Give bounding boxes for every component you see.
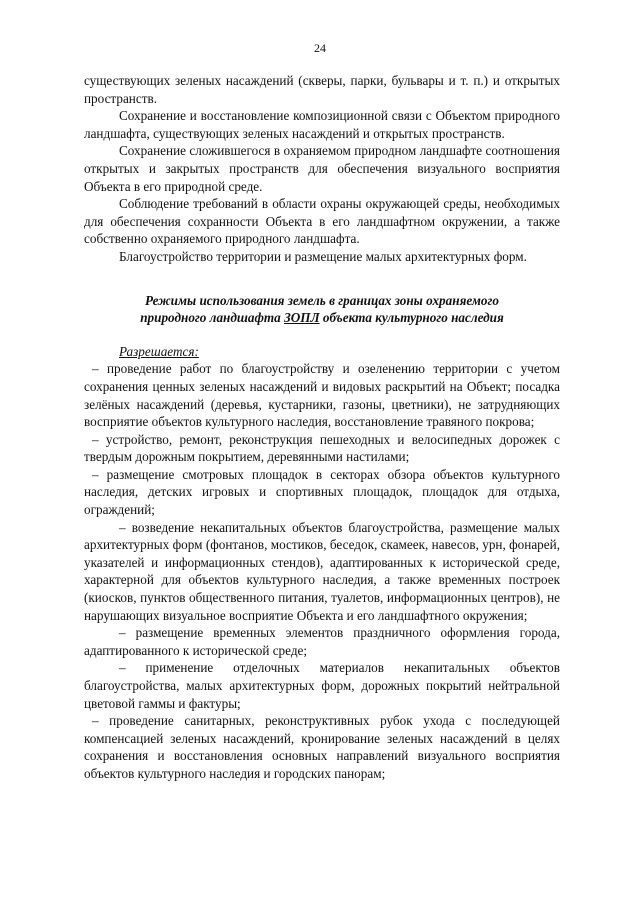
zone-abbreviation: ЗОПЛ bbox=[284, 310, 320, 326]
intro-paragraph-composition: Сохранение и восстановление композиционной связи с Объектом природного ландшафта, существующих зеленых насаждений и открытых пространств. bbox=[84, 108, 560, 141]
allowed-item: – устройство, ремонт, реконструкция пешеходных и велосипедных дорожек с твердым дорожным покрытием, деревянными настилами; bbox=[84, 431, 560, 465]
allowed-item: – размещение временных элементов праздничного оформления города, адаптированного к исторической среде; bbox=[84, 625, 560, 658]
allowed-item: – возведение некапитальных объектов благоустройства, размещение малых архитектурных форм (фонтанов, мостиков, беседок, скамеек, навесов, урн, фонарей, указателей и информационных стендов), адаптированных к исторической среде, характерной для объектов культурного наследия, а также временных построек (киосков, пунктов общественного питания, туалетов, информационных центров), не нарушающих визуальное восприятие Объекта и его ландшафтного окружения; bbox=[84, 519, 560, 623]
allowed-label: Разрешается: bbox=[119, 343, 199, 359]
section-heading-text-before: природного ландшафта bbox=[140, 310, 285, 326]
allowed-item: – проведение работ по благоустройству и озеленению территории с учетом сохранения ценных зеленых насаждений и видовых раскрытий на Объект; посадка зелёных насаждений (деревья, кустарники, газоны, цветники), не затрудняющих восприятие объектов культурного наследия, восстановление травяного покрова; bbox=[84, 361, 560, 430]
intro-paragraph-continuation: существующих зеленых насаждений (скверы, парки, бульвары и т. п.) и открытых пространств. bbox=[84, 73, 560, 106]
intro-paragraph-spaces: Сохранение сложившегося в охраняемом природном ландшафте соотношения открытых и закрытых пространств для обеспечения визуального восприятия Объекта в его природной среде. bbox=[84, 143, 560, 194]
intro-paragraph-landscaping: Благоустройство территории и размещение малых архитектурных форм. bbox=[119, 248, 527, 264]
section-heading-line-2 bbox=[84, 309, 560, 327]
intro-paragraph-environment: Соблюдение требований в области охраны окружающей среды, необходимых для обеспечения сохранности Объекта в его ландшафтном окружении, а также собственно охраняемого природного ландшафта. bbox=[84, 196, 560, 247]
allowed-item: – проведение санитарных, реконструктивных рубок ухода с последующей компенсацией зеленых насаждений, кронирование зеленых насаждений в целях сохранения и восстановления основных направлений визуального восприятия объектов культурного наследия и городских панорам; bbox=[84, 713, 560, 781]
page-number: 24 bbox=[314, 41, 326, 55]
document-body bbox=[84, 72, 560, 783]
section-heading-line-1: Режимы использования земель в границах зоны охраняемого bbox=[145, 292, 499, 308]
section-heading bbox=[84, 292, 560, 327]
allowed-item: – размещение смотровых площадок в секторах обзора объектов культурного наследия, детских игровых и спортивных площадок, площадок для отдыха, ограждений; bbox=[84, 466, 560, 518]
allowed-item: – применение отделочных материалов некапитальных объектов благоустройства, малых архитектурных форм, дорожных покрытий нейтральной цветовой гаммы и фактуры; bbox=[84, 660, 560, 711]
section-heading-text-after: объекта культурного наследия bbox=[319, 310, 504, 326]
